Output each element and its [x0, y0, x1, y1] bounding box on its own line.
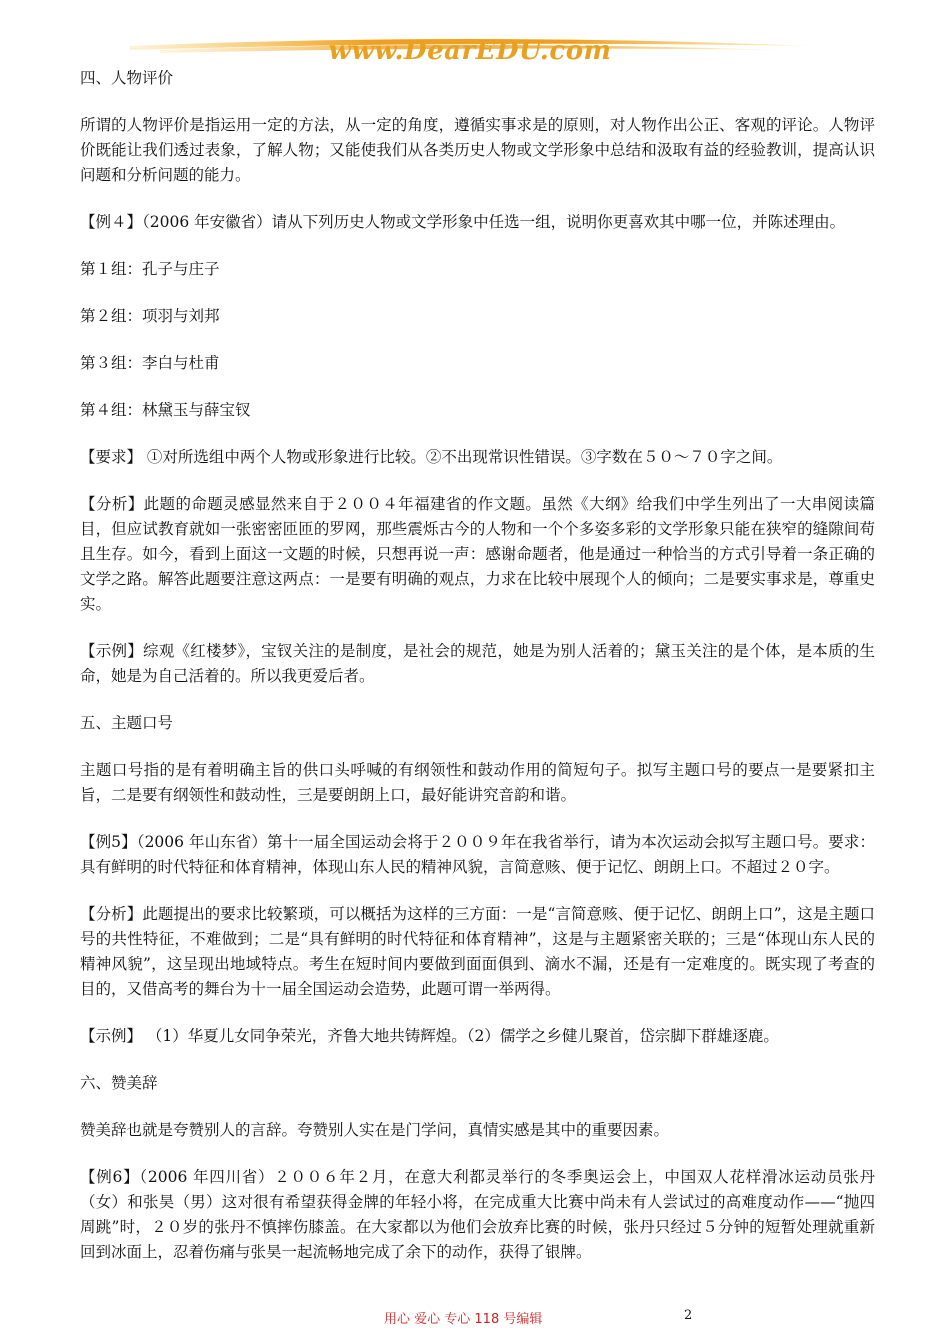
- sample-answer: 【示例】综观《红楼梦》，宝钗关注的是制度，是社会的规范，她是为别人活着的；黛玉关注的是个体，是本质的生命，她是为自己活着的。所以我更爱后者。: [80, 642, 875, 685]
- paragraph: 赞美辞也就是夸赞别人的言辞。夸赞别人实在是门学问，真情实感是其中的重要因素。: [80, 1121, 670, 1139]
- option-group: 第４组：林黛玉与薛宝钗: [80, 401, 251, 419]
- article-body: [80, 66, 875, 1287]
- section-heading: 五、主题口号: [80, 714, 174, 732]
- footer-credit: 用心 爱心 专心 118 号编辑: [384, 1312, 543, 1327]
- sample-answer: 【示例】 （1）华夏儿女同争荣光，齐鲁大地共铸辉煌。（2）儒学之乡健儿聚首，岱宗脚下群雄逐鹿。: [80, 1027, 779, 1045]
- analysis: 【分析】此题提出的要求比较繁琐，可以概括为这样的三方面：一是“言简意赅、便于记忆、朗朗上口”，这是主题口号的共性特征，不难做到；二是“具有鲜明的时代特征和体育精神”，这是与主题紧密关联的；三是“体现山东人民的精神风貌”，这呈现出地域特点。考生在短时间内要做到面面俱到、滴水不漏，还是有一定难度的。既实现了考查的目的，又借高考的舞台为十一届全国运动会造势，此题可谓一举两得。: [80, 905, 875, 998]
- example-question: 【例6】（2006 年四川省）２００６年２月，在意大利都灵举行的冬季奥运会上，中国双人花样滑冰运动员张丹（女）和张昊（男）这对很有希望获得金牌的年轻小将，在完成重大比赛中尚未有人尝试过的高难度动作——“抛四周跳”时，２０岁的张丹不慎摔伤膝盖。在大家都以为他们会放弃比赛的时候，张丹只经过５分钟的短暂处理就重新回到冰面上，忍着伤痛与张昊一起流畅地完成了余下的动作，获得了银牌。: [80, 1168, 875, 1261]
- paragraph: 主题口号指的是有着明确主旨的供口头呼喊的有纲领性和鼓动作用的简短句子。拟写主题口号的要点一是要紧扣主旨，二是要有纲领性和鼓动性，三是要朗朗上口，最好能讲究音韵和谐。: [80, 761, 875, 804]
- option-group: 第３组：李白与杜甫: [80, 354, 220, 372]
- analysis: 【分析】此题的命题灵感显然来自于２００４年福建省的作文题。虽然《大纲》给我们中学生列出了一大串阅读篇目，但应试教育就如一张密密匝匝的罗网，那些震烁古今的人物和一个个多姿多彩的文学形象只能在狭窄的缝隙间苟且生存。如今，看到上面这一文题的时候，只想再说一声：感谢命题者，他是通过一种恰当的方式引导着一条正确的文学之路。解答此题要注意这两点：一是要有明确的观点，力求在比较中展现个人的倾向；二是要实事求是，尊重史实。: [80, 495, 875, 613]
- page-number: 2: [684, 1308, 693, 1323]
- site-logo-text[interactable]: www.DearEDU.com: [328, 36, 612, 66]
- section-heading: 六、赞美辞: [80, 1074, 158, 1092]
- requirement: 【要求】 ①对所选组中两个人物或形象进行比较。②不出现常识性错误。③字数在５０～７０字之间。: [80, 448, 783, 466]
- section-heading: 四、人物评价: [80, 69, 174, 87]
- option-group: 第２组：项羽与刘邦: [80, 307, 220, 325]
- example-question: 【例４】（2006 年安徽省）请从下列历史人物或文学形象中任选一组，说明你更喜欢其中哪一位，并陈述理由。: [80, 213, 846, 231]
- example-question: 【例5】（2006 年山东省）第十一届全国运动会将于２００９年在我省举行，请为本次运动会拟写主题口号。要求：具有鲜明的时代特征和体育精神，体现山东人民的精神风貌，言简意赅、便于记忆、朗朗上口。不超过２０字。: [80, 833, 875, 876]
- paragraph: 所谓的人物评价是指运用一定的方法，从一定的角度，遵循实事求是的原则，对人物作出公正、客观的评论。人物评价既能让我们透过表象，了解人物；又能使我们从各类历史人物或文学形象中总结和汲取有益的经验教训，提高认识问题和分析问题的能力。: [80, 116, 875, 184]
- option-group: 第１组：孔子与庄子: [80, 260, 220, 278]
